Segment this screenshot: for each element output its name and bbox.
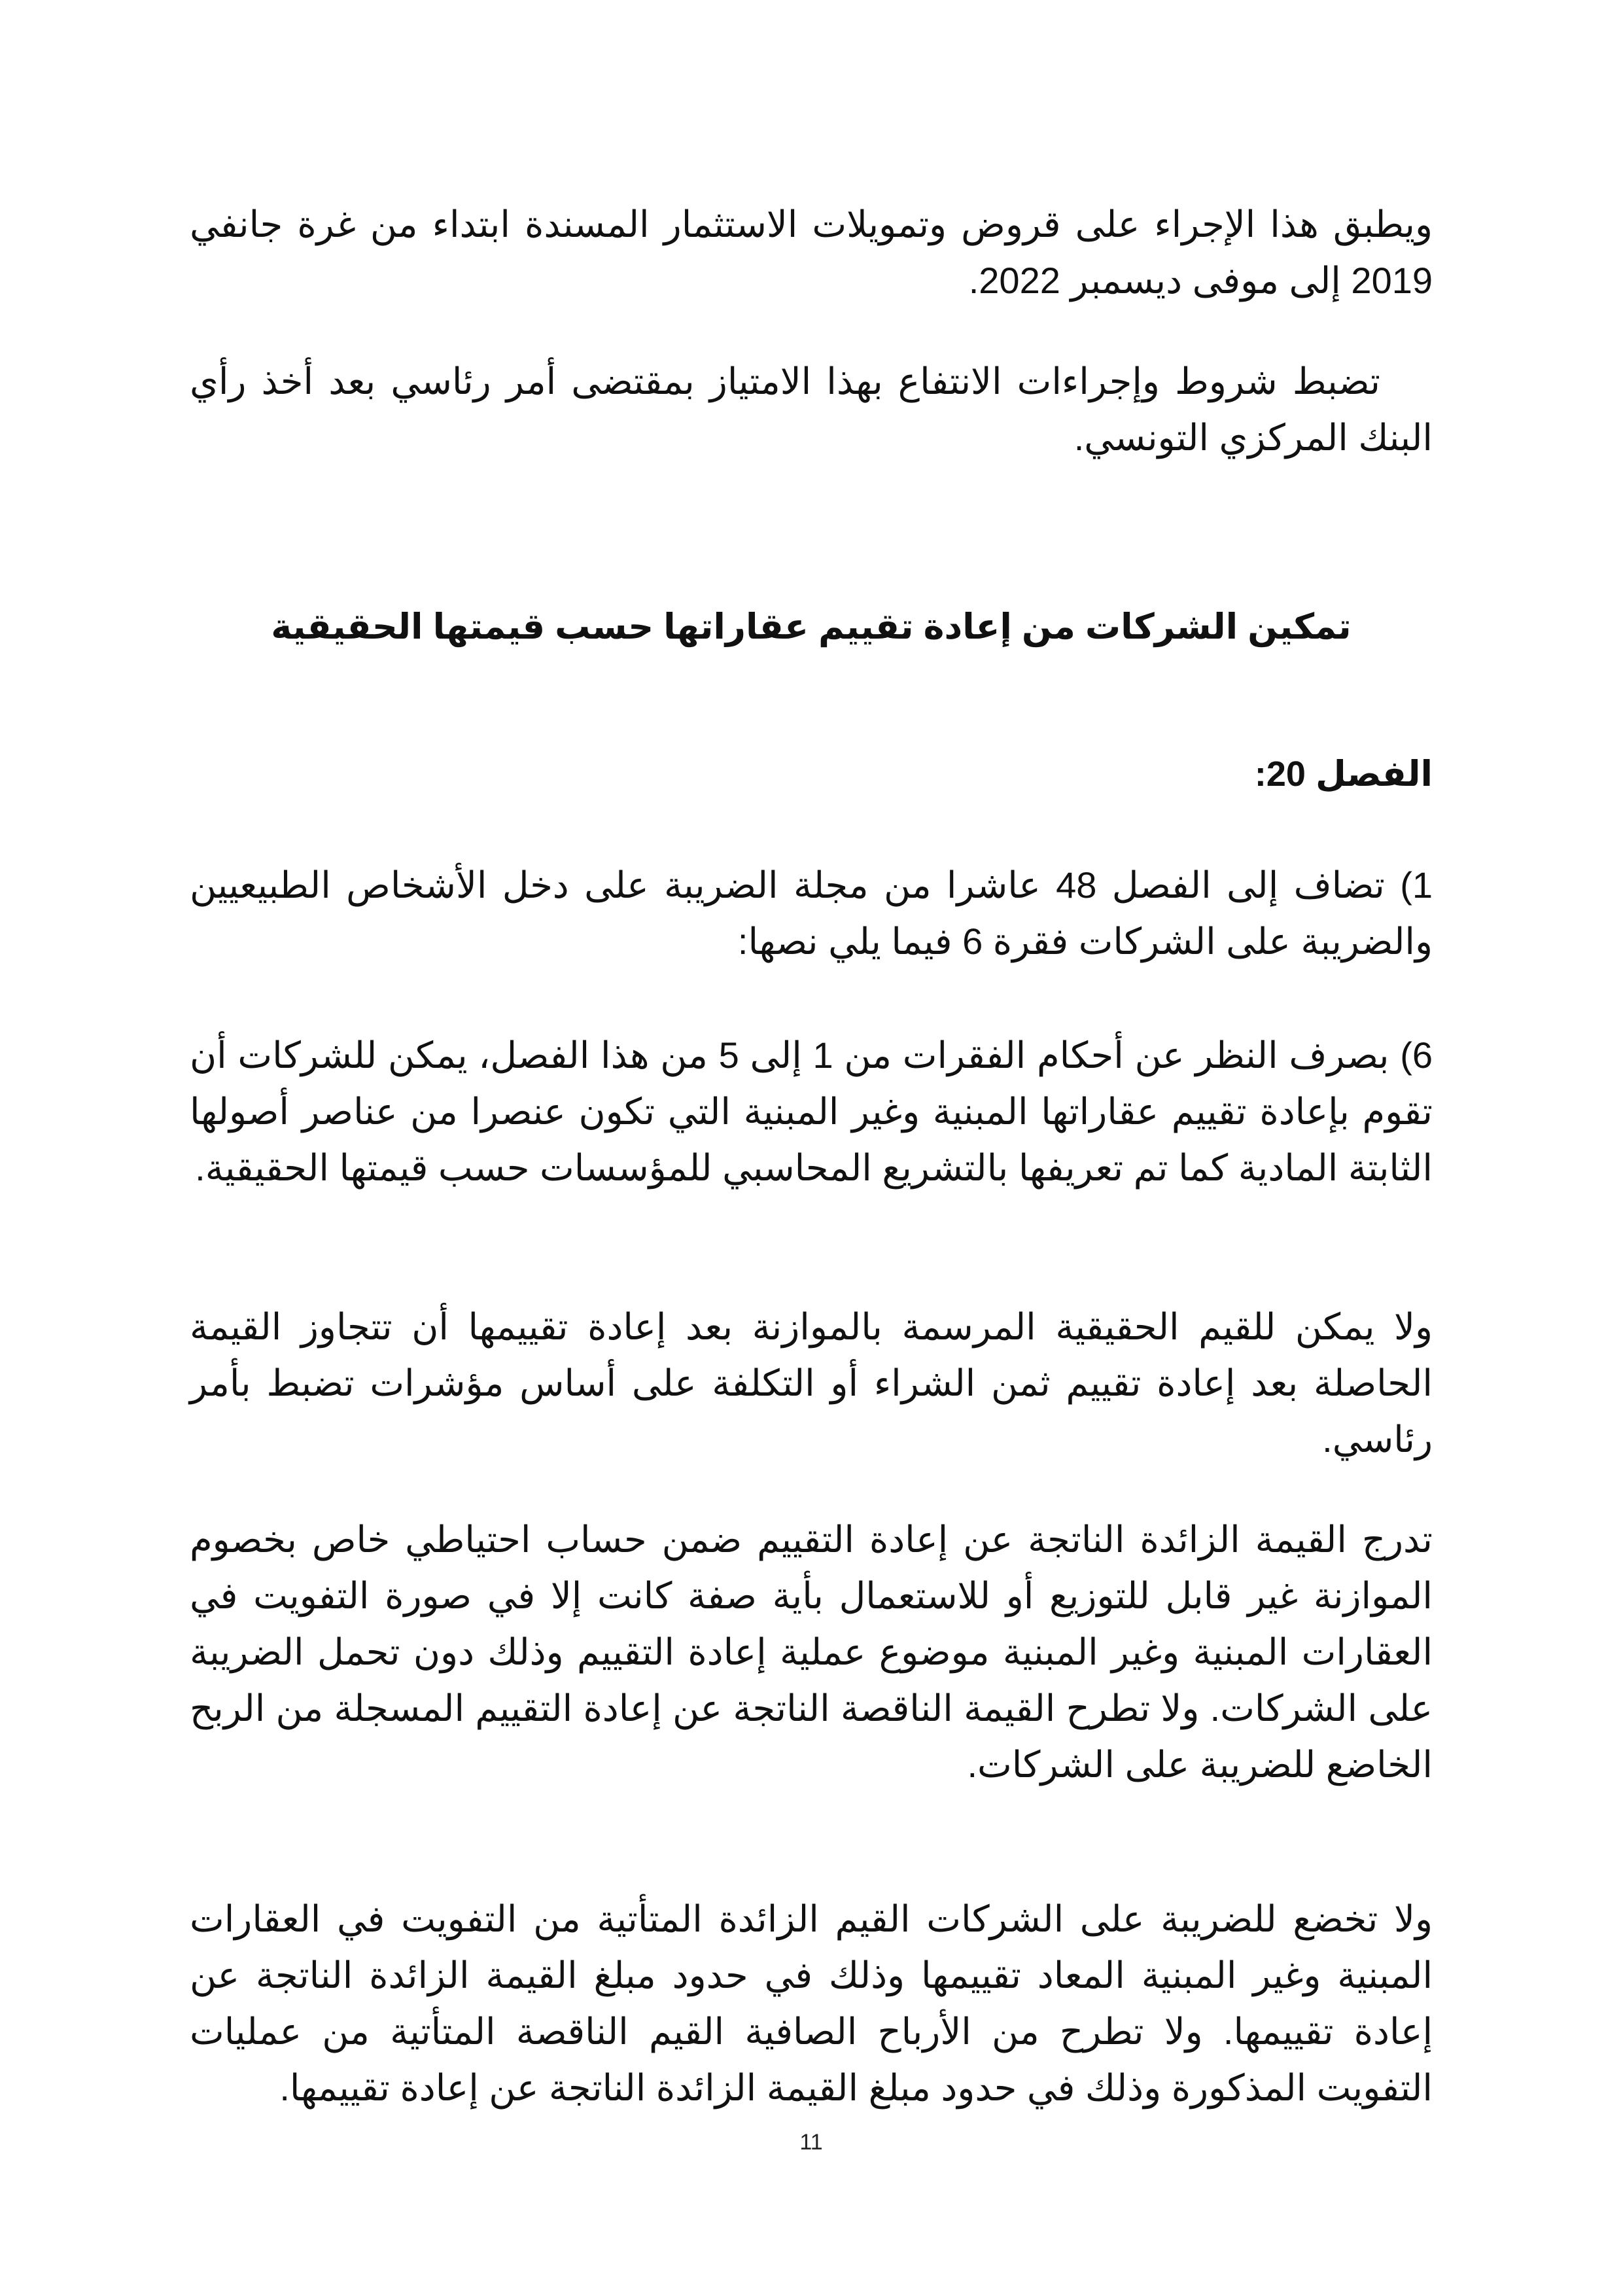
paragraph-item-6: 6) بصرف النظر عن أحكام الفقرات من 1 إلى 5 من هذا الفصل، يمكن للشركات أن تقوم بإعادة تقييم عقاراتها المبنية وغير المبنية التي تكون عنصرا من عناصر أصولها الثابتة المادية كما تم تعريفها بالتشريع المحاسبي للمؤسسات حسب قيمتها الحقيقية. — [190, 1034, 1433, 1188]
list-item-1: 1) تضاف إلى الفصل 48 عاشرا من مجلة الضريبة على دخل الأشخاص الطبيعيين والضريبة على الشركات فقرة 6 فيما يلي نصها: — [190, 864, 1433, 962]
paragraph-special-reserve: تدرج القيمة الزائدة الناتجة عن إعادة التقييم ضمن حساب احتياطي خاص بخصوم الموازنة غير قابل للتوزيع أو للاستعمال بأية صفة كانت إلا في صورة التفويت في العقارات المبنية وغير المبنية موضوع عملية إعادة التقييم وذلك دون تحمل الضريبة على الشركات. ولا تطرح القيمة الناقصة الناتجة عن إعادة التقييم المسجلة من الربح الخاضع للضريبة على الشركات. — [190, 1519, 1433, 1785]
paragraph-tax-exemption: ولا تخضع للضريبة على الشركات القيم الزائدة المتأتية من التفويت في العقارات المبنية وغير المبنية المعاد تقييمها وذلك في حدود مبلغ القيمة الزائدة الناتجة عن إعادة تقييمها. ولا تطرح من الأرباح الصافية القيم الناقصة المتأتية من عمليات التفويت المذكورة وذلك في حدود مبلغ القيمة الزائدة الناتجة عن إعادة تقييمها. — [190, 1898, 1433, 2108]
paragraph-loan-period: ويطبق هذا الإجراء على قروض وتمويلات الاستثمار المسندة ابتداء من غرة جانفي 2019 إلى موفى ديسمبر 2022. — [190, 203, 1433, 301]
article-title: الفصل 20: — [1254, 754, 1433, 794]
section-heading: تمكين الشركات من إعادة تقييم عقاراتها حسب قيمتها الحقيقية — [271, 607, 1352, 646]
paragraph-revaluation-limit: ولا يمكن للقيم الحقيقية المرسمة بالموازنة بعد إعادة تقييمها أن تتجاوز القيمة الحاصلة بعد إعادة تقييم ثمن الشراء أو التكلفة على أساس مؤشرات تضبط بأمر رئاسي. — [190, 1306, 1433, 1460]
page-number: 11 — [799, 2130, 823, 2155]
paragraph-conditions: تضبط شروط وإجراءات الانتفاع بهذا الامتياز بمقتضى أمر رئاسي بعد أخذ رأي البنك المركزي التونسي. — [190, 361, 1433, 458]
